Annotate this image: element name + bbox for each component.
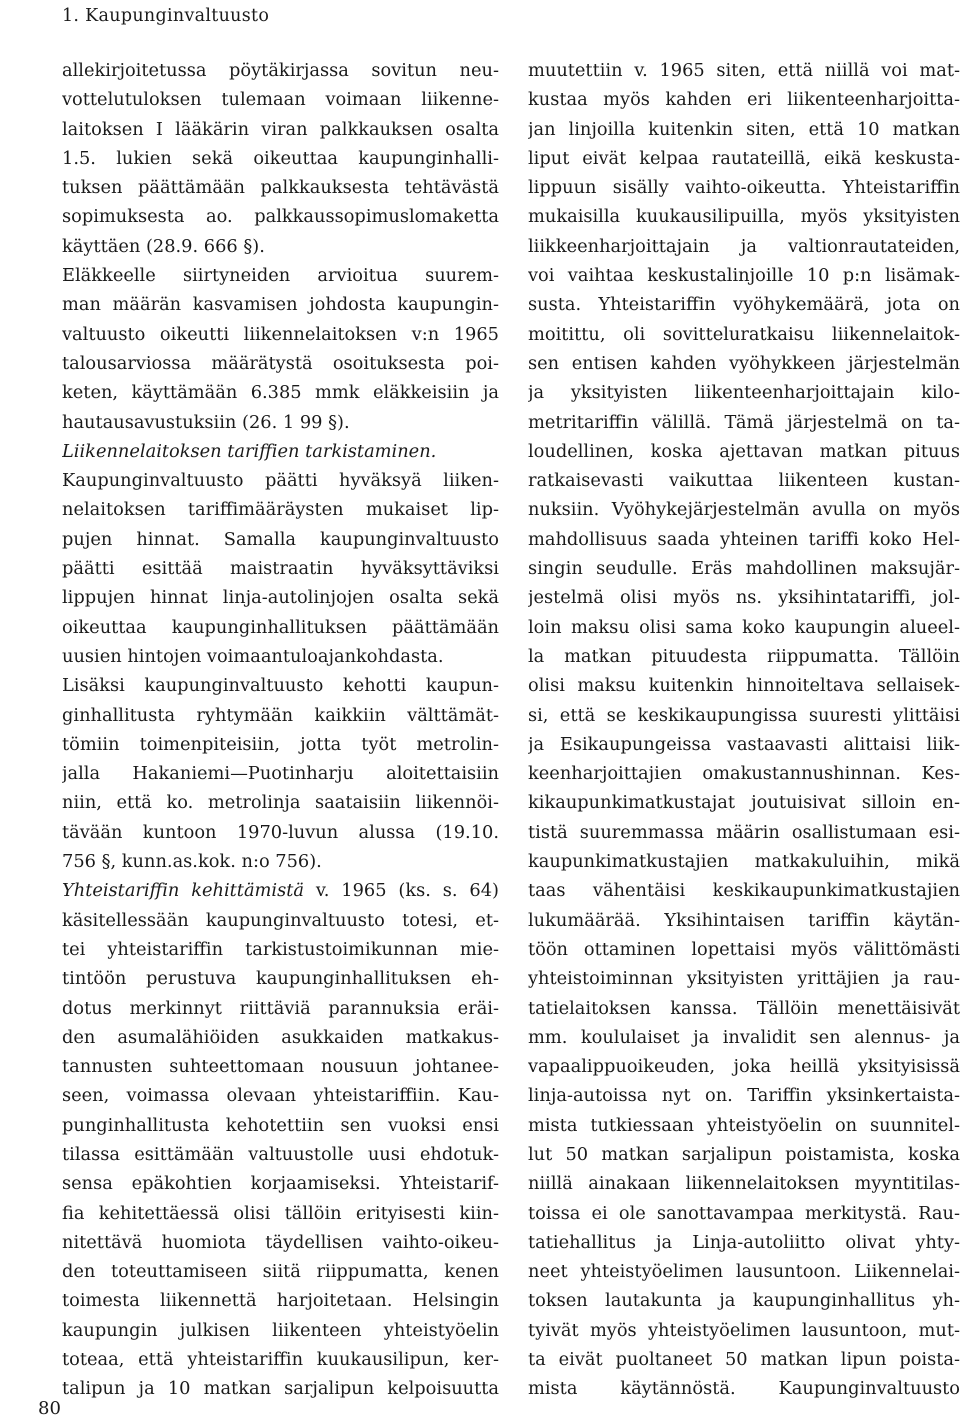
text-line: punginhallitusta kehotettiin sen vuoksi ensi xyxy=(62,1114,499,1136)
right-text-column xyxy=(528,56,960,1404)
text-line: taas vähentäisi keskikaupunkimatkustajien xyxy=(528,880,960,902)
text-line: vottelutuloksen tulemaan voimaan liikenne- xyxy=(62,89,499,111)
text-line: sensa epäkohtien korjaamiseksi. Yhteistarif- xyxy=(62,1173,499,1195)
left-text-column xyxy=(62,56,499,1404)
text-line: muutettiin v. 1965 siten, että niillä voi mat- xyxy=(528,60,960,81)
text-line: singin seudulle. Eräs mahdollinen maksujär- xyxy=(528,558,960,580)
text-line: keenharjoittajien omakustannushinnan. Kes- xyxy=(528,763,960,785)
text-line: käsitellessään kaupunginvaltuusto totesi, et- xyxy=(62,909,499,931)
text-line: tatielaitoksen kanssa. Tällöin menettäisivät xyxy=(528,997,960,1019)
text-line: mahdollisuus saada yhteinen tariffi koko Hel- xyxy=(528,528,960,550)
running-head: 1. Kaupunginvaltuusto xyxy=(62,6,270,26)
text-line: uusien hintojen voimaantuloajankohdasta. xyxy=(62,645,444,667)
text-line: hautausavustuksiin (26. 1 99 §). xyxy=(62,411,350,433)
text-line: 756 §, kunn.as.kok. n:o 756). xyxy=(62,851,322,873)
text-line: toissa ei ole sanottavampaa merkitystä. Rau- xyxy=(528,1202,960,1224)
text-line: den asumalähiöiden asukkaiden matkakus- xyxy=(62,1026,499,1048)
text-line: 1.5. lukien sekä oikeuttaa kaupunginhalli- xyxy=(62,147,499,169)
text-line: ginhallitusta ryhtymään kaikkiin välttämät- xyxy=(62,704,499,726)
text-line: allekirjoitetussa pöytäkirjassa sovitun neu- xyxy=(62,60,499,81)
text-line: sen entisen kahden vyöhykkeen järjestelmän xyxy=(528,352,960,374)
text-line: ratkaisevasti vaikuttaa liikenteen kustan- xyxy=(528,470,960,492)
text-line: laitoksen I lääkärin viran palkkauksen osalta xyxy=(62,118,499,140)
text-line: den toteuttamiseen siitä riippumatta, kenen xyxy=(62,1261,499,1283)
text-line: mista tutkiessaan yhteistyöelin on suunnitel- xyxy=(528,1114,960,1136)
text-line: susta. Yhteistariffin vyöhykemäärä, jota on xyxy=(528,294,960,316)
text-line: fia kehitettäessä olisi tällöin erityisesti kiin- xyxy=(62,1202,499,1224)
text-line: toksen lautakunta ja kaupunginhallitus yh- xyxy=(528,1290,960,1312)
text-line: pujen hinnat. Samalla kaupunginvaltuusto xyxy=(62,528,499,550)
text-line: voi vaihtaa keskustalinjoille 10 p:n lisämak- xyxy=(528,265,960,287)
text-line: ta eivät puoltaneet 50 matkan lipun poista- xyxy=(528,1349,960,1371)
text-line: ja yksityisten liikenteenharjoittajain kilo- xyxy=(528,382,960,404)
text-line: nelaitoksen tariffimääräysten mukaiset lip- xyxy=(62,499,499,521)
text-line: jestelmä olisi myös ns. yksihintatariffi, jol- xyxy=(528,587,960,609)
text-line: tistä suuremmassa määrin osallistumaan esi- xyxy=(528,821,960,843)
text-line: valtuusto oikeutti liikennelaitoksen v:n 1965 xyxy=(62,323,499,345)
text-line: talousarviossa määrätystä osoituksesta poi- xyxy=(62,352,499,374)
text-line: keten, käyttämään 6.385 mmk eläkkeisiin ja xyxy=(62,382,499,404)
text-line: mista käytännöstä. Kaupunginvaltuusto xyxy=(528,1378,960,1400)
text-line: nitettävä huomiota täydellisen vaihto-oikeu- xyxy=(62,1231,499,1253)
text-line: olisi maksu kuitenkin hinnoiteltava sellaisek- xyxy=(528,675,960,697)
text-line: moitittu, oli sovitteluratkaisu liikennelaitok- xyxy=(528,323,960,345)
text-line: tilassa esittämään valtuustolle uusi ehdotuk- xyxy=(62,1143,499,1165)
text-line: Lisäksi kaupunginvaltuusto kehotti kaupun- xyxy=(62,675,499,697)
text-line: sopimuksesta ao. palkkaussopimuslomaketta xyxy=(62,206,499,228)
text-line: Yhteistariffin kehittämistä v. 1965 (ks. s. 64) xyxy=(62,880,499,902)
text-line: dotus merkinnyt riittäviä parannuksia eräi- xyxy=(62,997,499,1019)
text-line: loudellinen, koska ajettavan matkan pituus xyxy=(528,440,960,462)
text-line: tyivät myös yhteistyöelimen lausuntoon, mut- xyxy=(528,1319,960,1341)
text-line: metritariffin välillä. Tämä järjestelmä on ta- xyxy=(528,411,960,433)
text-line: neet yhteistyöelimen lausuntoon. Liikennelai- xyxy=(528,1261,960,1283)
text-line: tei yhteistariffin tarkistustoimikunnan mie- xyxy=(62,938,499,960)
text-line: tatiehallitus ja Linja-autoliitto olivat yhty- xyxy=(528,1231,960,1253)
text-line: Liikennelaitoksen tariffien tarkistaminen. xyxy=(62,440,437,462)
text-line: kikaupunkimatkustajat joutuisivat silloin en- xyxy=(528,792,960,814)
text-line: la matkan pituudesta riippumatta. Tällöin xyxy=(528,645,960,667)
text-line: toimesta liikennettä harjoitetaan. Helsingin xyxy=(62,1290,499,1312)
text-line: ja Esikaupungeissa vastaavasti alittaisi liik- xyxy=(528,733,960,755)
text-line: lippuun sisälly vaihto-oikeutta. Yhteistariffin xyxy=(528,177,960,199)
text-line: mm. koululaiset ja invalidit sen alennus- ja xyxy=(528,1026,960,1048)
text-line: tintöön perustuva kaupunginhallituksen eh- xyxy=(62,968,499,990)
page-number: 80 xyxy=(38,1398,61,1419)
text-line: loin maksu olisi sama koko kaupungin alueel- xyxy=(528,616,960,638)
text-line: man määrän kasvamisen johdosta kaupungin- xyxy=(62,294,499,316)
text-line: tävään kuntoon 1970-luvun alussa (19.10. xyxy=(62,821,499,843)
text-line: lippujen hinnat linja-autolinjojen osalta sekä xyxy=(62,587,499,609)
text-line: tannusten suhteettomaan nousuun johtanee- xyxy=(62,1056,499,1078)
text-line: talipun ja 10 matkan sarjalipun kelpoisuutta xyxy=(62,1378,499,1400)
text-line: seen, voimassa olevaan yhteistariffiin. Kau- xyxy=(62,1085,499,1107)
text-line: käyttäen (28.9. 666 §). xyxy=(62,235,265,257)
text-line: vapaalippuoikeuden, joka heillä yksityisissä xyxy=(528,1056,960,1078)
text-line: kaupunkimatkustajien matkakuluihin, mikä xyxy=(528,851,960,873)
text-line: kustaa myös kahden eri liikenteenharjoitta- xyxy=(528,89,960,111)
text-line: oikeuttaa kaupunginhallituksen päättämään xyxy=(62,616,499,638)
text-line: jalla Hakaniemi—Puotinharju aloitettaisiin xyxy=(62,763,499,785)
text-line: si, että se keskikaupungissa suuresti ylittäisi xyxy=(528,704,960,726)
text-line: päätti esittää maistraatin hyväksyttäviksi xyxy=(62,558,499,580)
text-line: jan linjoilla kuitenkin siten, että 10 matkan xyxy=(528,118,960,140)
text-line: yhteistoiminnan yksityisten yrittäjien ja rau- xyxy=(528,968,960,990)
text-line: niin, että ko. metrolinja saataisiin liikennöi- xyxy=(62,792,499,814)
text-line: Eläkkeelle siirtyneiden arvioitua suurem- xyxy=(62,265,499,287)
text-line: tuksen päättämään palkkauksesta tehtävästä xyxy=(62,177,499,199)
text-line: töön ottaminen lopettaisi myös välittömästi xyxy=(528,938,960,960)
text-line: mukaisilla kuukausilipuilla, myös yksityisten xyxy=(528,206,960,228)
text-line: nuksiin. Vyöhykejärjestelmän avulla on myös xyxy=(528,499,960,521)
text-line: kaupungin julkisen liikenteen yhteistyöelin xyxy=(62,1319,499,1341)
text-line: tömiin toimenpiteisiin, jotta työt metrolin- xyxy=(62,733,499,755)
text-line: lukumäärää. Yksihintaisen tariffin käytän- xyxy=(528,909,960,931)
text-line: liikkeenharjoittajain ja valtionrautateiden, xyxy=(528,235,960,257)
text-line: toteaa, että yhteistariffin kuukausilipun, ker- xyxy=(62,1349,499,1371)
text-line: linja-autoissa nyt on. Tariffin yksinkertaista- xyxy=(528,1085,960,1107)
text-line: Kaupunginvaltuusto päätti hyväksyä liiken- xyxy=(62,470,499,492)
text-line: niillä ainakaan liikennelaitoksen myyntitilas- xyxy=(528,1173,960,1195)
text-line: lut 50 matkan sarjalipun poistamista, koska xyxy=(528,1143,960,1165)
text-line: liput eivät kelpaa rautateillä, eikä keskusta- xyxy=(528,147,960,169)
